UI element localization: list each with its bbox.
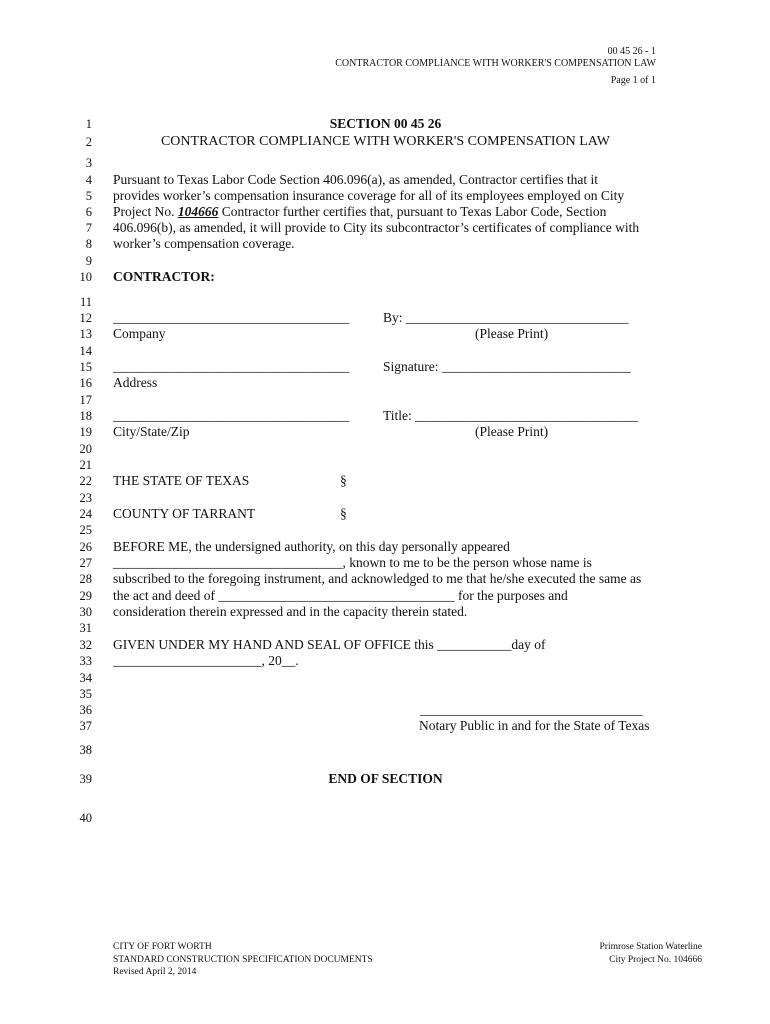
footer-right (600, 941, 703, 966)
notary-text-line: the act and deed of ___________________________________ for the purposes and (113, 588, 568, 603)
header-section-code: 00 45 26 - 1 (607, 46, 656, 57)
section-symbol: § (340, 473, 347, 488)
line-number: 33 (79, 654, 92, 668)
line-number: 36 (79, 703, 92, 717)
line-number: 8 (85, 237, 92, 251)
notary-caption: Notary Public in and for the State of Texas (419, 718, 650, 733)
signature-line[interactable]: Signature: ____________________________ (383, 359, 631, 374)
line-number: 4 (85, 173, 92, 187)
given-date-line: ______________________, 20__. (113, 653, 299, 668)
line-number: 34 (79, 671, 92, 685)
paragraph-text: Contractor further certifies that, pursuant to Texas Labor Code, Section (218, 204, 607, 219)
footer-project-number: City Project No. 104666 (609, 954, 702, 965)
line-number: 38 (79, 743, 92, 757)
notary-text-line: consideration therein expressed and in the capacity therein stated. (113, 604, 468, 619)
line-number: 15 (79, 360, 92, 374)
paragraph-line: Pursuant to Texas Labor Code Section 406.096(a), as amended, Contractor certifies that it (113, 172, 599, 187)
line-number: 35 (79, 687, 92, 701)
header-title: CONTRACTOR COMPLIANCE WITH WORKER'S COMPENSATION LAW (335, 58, 656, 69)
line-number: 18 (79, 409, 92, 423)
line-number: 23 (79, 491, 92, 505)
line-number: 12 (79, 311, 92, 325)
line-number: 39 (79, 772, 92, 786)
footer-doc-title: STANDARD CONSTRUCTION SPECIFICATION DOCUMENTS (113, 954, 373, 965)
notary-signature-blank[interactable]: _________________________________ (420, 702, 643, 717)
end-of-section: END OF SECTION (328, 771, 443, 786)
line-number: 37 (79, 719, 92, 733)
company-label: Company (113, 326, 166, 341)
line-number: 20 (79, 442, 92, 456)
project-number: 104666 (177, 204, 219, 219)
paragraph-text: Project No. (113, 204, 178, 219)
please-print-caption: (Please Print) (475, 326, 549, 341)
line-number: 21 (79, 458, 92, 472)
line-number: 7 (85, 221, 92, 235)
footer-left (113, 941, 373, 979)
company-blank[interactable]: ___________________________________ (113, 310, 350, 325)
line-number: 16 (79, 376, 92, 390)
please-print-caption: (Please Print) (475, 424, 549, 439)
notary-text-line: __________________________________, known to me to be the person whose name is (113, 555, 592, 570)
paragraph-line: provides worker’s compensation insurance coverage for all of its employees employed on City (113, 188, 625, 203)
line-number: 25 (79, 523, 92, 537)
paragraph-line (113, 204, 606, 220)
address-blank[interactable]: ___________________________________ (113, 359, 350, 374)
city-state-zip-blank[interactable]: ___________________________________ (113, 408, 350, 423)
line-number: 31 (79, 621, 92, 635)
line-number: 1 (85, 117, 92, 131)
line-number: 26 (79, 540, 92, 554)
line-number: 6 (85, 205, 92, 219)
line-number: 19 (79, 425, 92, 439)
line-number: 17 (79, 393, 92, 407)
paragraph-line: worker’s compensation coverage. (113, 236, 295, 251)
header-page-number: Page 1 of 1 (610, 75, 656, 86)
contractor-label: CONTRACTOR: (113, 269, 215, 284)
paragraph-line: 406.096(b), as amended, it will provide to City its subcontractor’s certificates of compliance with (113, 220, 640, 235)
line-number: 14 (79, 344, 92, 358)
section-title: CONTRACTOR COMPLIANCE WITH WORKER'S COMPENSATION LAW (160, 134, 611, 149)
notary-text-line: subscribed to the foregoing instrument, and acknowledged to me that he/she executed the same as (113, 571, 642, 586)
section-heading: SECTION 00 45 26 (329, 116, 442, 131)
line-number: 24 (79, 507, 92, 521)
line-number: 11 (79, 295, 92, 309)
section-symbol: § (340, 506, 347, 521)
line-number: 40 (79, 811, 92, 825)
line-number: 22 (79, 474, 92, 488)
line-number: 30 (79, 605, 92, 619)
line-number: 10 (79, 270, 92, 284)
title-line[interactable]: Title: _________________________________ (383, 408, 638, 423)
line-number: 28 (79, 572, 92, 586)
footer-project-name: Primrose Station Waterline (599, 942, 702, 952)
line-number: 32 (79, 638, 92, 652)
line-number: 5 (85, 189, 92, 203)
state-label: THE STATE OF TEXAS (113, 473, 250, 488)
line-number: 2 (85, 135, 92, 149)
line-number: 13 (79, 327, 92, 341)
notary-text-line: BEFORE ME, the undersigned authority, on this day personally appeared (113, 539, 510, 554)
footer-city: CITY OF FORT WORTH (113, 942, 212, 952)
county-label: COUNTY OF TARRANT (113, 506, 256, 521)
footer-revision: Revised April 2, 2014 (113, 967, 197, 977)
given-under-hand-line: GIVEN UNDER MY HAND AND SEAL OF OFFICE this ___________day of (113, 637, 546, 652)
line-number: 29 (79, 589, 92, 603)
line-number: 9 (85, 254, 92, 268)
by-line[interactable]: By: _________________________________ (383, 310, 629, 325)
line-number: 27 (79, 556, 92, 570)
address-label: Address (113, 375, 158, 390)
line-number: 3 (85, 156, 92, 170)
city-state-zip-label: City/State/Zip (113, 424, 190, 439)
